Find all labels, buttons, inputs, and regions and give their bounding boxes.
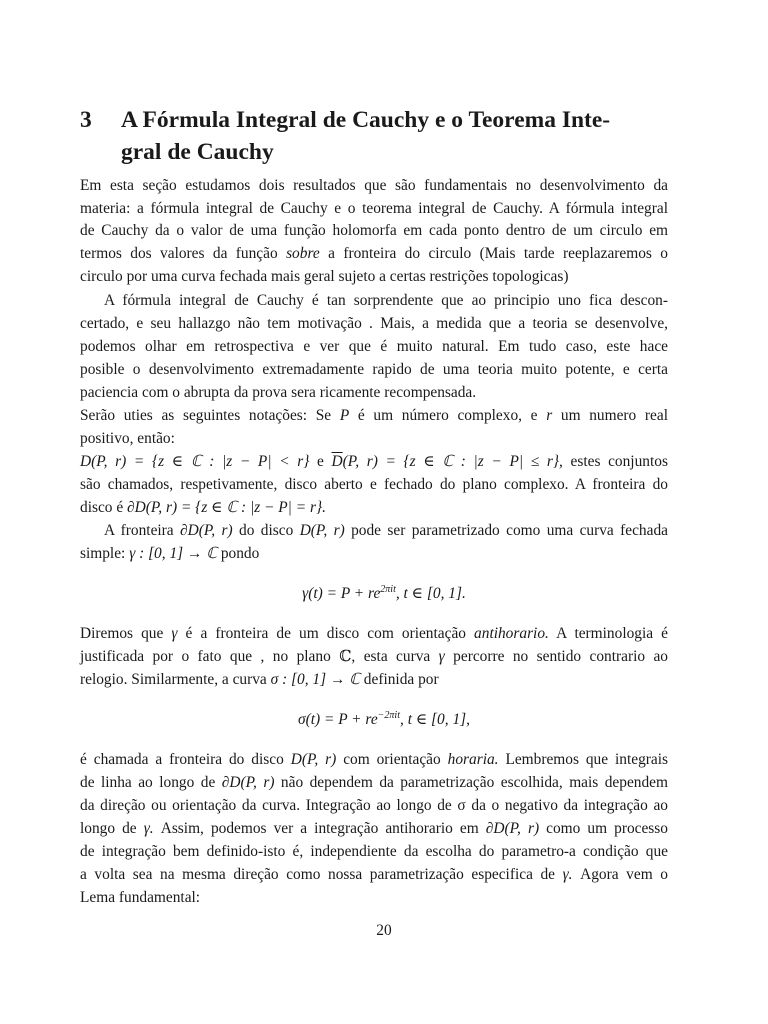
paragraph-line: da direção ou orientação da curva. Integração ao longo de σ da o negativo da integração ao	[80, 797, 668, 814]
paragraph-line	[80, 623, 668, 645]
paragraph-line: A fórmula integral de Cauchy é tan sorprendente que ao principio uno fica descon-	[104, 292, 668, 309]
math-symbol: ℂ,	[339, 648, 356, 665]
equation-exponent: 2πit	[380, 583, 396, 595]
text-span: do disco	[239, 522, 294, 539]
math-expression: ∂D(P, r)	[485, 820, 540, 837]
emphasis: horaria.	[447, 751, 499, 768]
paragraph-line	[80, 451, 668, 473]
section-title-line-2: gral de Cauchy	[121, 139, 274, 165]
math-expression: ∂D(P, r)	[180, 522, 233, 539]
page-number: 20	[376, 922, 392, 939]
math-expression: σ : [0, 1] → ℂ	[270, 671, 360, 688]
paragraph-line	[80, 749, 668, 771]
emphasis: sobre	[286, 245, 320, 262]
text-span: longo de	[80, 820, 137, 837]
text-span: relogio. Similarmente, a curva	[80, 671, 267, 688]
math-expression	[332, 453, 563, 470]
text-span: pondo	[220, 545, 260, 562]
text-span: justificada por o fato que , no plano	[80, 648, 331, 665]
paragraph-line	[80, 243, 668, 265]
equation-exponent: −2πit	[377, 709, 400, 721]
paragraph-line	[80, 497, 668, 519]
paragraph-line: certado, e seu hallazgo não tem motivação . Mais, a medida que a teoria se desenvolve,	[80, 315, 668, 332]
math-expression: γ : [0, 1] → ℂ	[129, 545, 217, 562]
paragraph-line: circulo por uma curva fechada mais geral sujeto a certas restrições topologicas)	[80, 268, 569, 285]
text-span: percorre no sentido contrario ao	[453, 648, 668, 665]
text-span: de linha ao longo de	[80, 774, 216, 791]
equation-lhs: γ(t) = P + re	[302, 585, 381, 602]
text-span: é a fronteira de um disco com orientação	[185, 625, 466, 642]
paragraph-line	[104, 520, 668, 542]
text-span: um numero real	[560, 407, 668, 424]
paragraph-line	[80, 405, 668, 427]
text-span: simple:	[80, 545, 126, 562]
paragraph-line: materia: a fórmula integral de Cauchy e o teorema integral de Cauchy. A fórmula integral	[80, 200, 668, 217]
math-symbol: γ	[171, 625, 178, 642]
paragraph-line: Em esta seção estudamos dois resultados que são fundamentais no desenvolvimento da	[80, 177, 668, 194]
paragraph-line	[80, 543, 668, 565]
math-symbol: γ	[438, 648, 445, 665]
text-span: é um número complexo, e	[357, 407, 538, 424]
math-symbol: r	[546, 407, 553, 424]
display-equation-2	[0, 709, 768, 731]
equation-rhs: , t ∈ [0, 1].	[395, 585, 466, 602]
text-span: termos dos valores da função	[80, 245, 278, 262]
math-expression: ∂D(P, r)	[221, 774, 275, 791]
equation-rhs: , t ∈ [0, 1],	[400, 711, 470, 728]
text-span: Assim, podemos ver a integração antihorario em	[160, 820, 479, 837]
text-span: esta curva	[363, 648, 431, 665]
text-span: Diremos que	[80, 625, 164, 642]
section-number: 3	[80, 107, 92, 133]
text-span: e	[317, 453, 324, 470]
paragraph-line: são chamados, respetivamente, disco aberto e fechado do plano complexo. A fronteira do	[80, 476, 668, 493]
math-expression: (P, r) = {z ∈ ℂ : |z − P| ≤ r},	[342, 453, 563, 470]
math-expression: D(P, r)	[299, 522, 345, 539]
equation-lhs: σ(t) = P + re	[298, 711, 378, 728]
text-span: A fronteira	[104, 522, 174, 539]
text-span: Serão uties as seguintes notações: Se	[80, 407, 332, 424]
display-equation-1	[0, 583, 768, 605]
paragraph-line: paciencia com o abrupta da prova sera ricamente recompensada.	[80, 384, 477, 401]
paragraph-line: podemos olhar em retrospectiva e ver que é muito natural. Em tudo caso, este hace	[80, 338, 668, 355]
text-span: estes conjuntos	[570, 453, 668, 470]
paragraph-line: de integração bem definido-isto é, independiente da escolha do parametro-a condição que	[80, 843, 668, 860]
math-expression: D(P, r)	[290, 751, 337, 768]
paragraph-line	[80, 646, 668, 668]
paragraph-line: Lema fundamental:	[80, 889, 201, 906]
paragraph-line	[80, 864, 668, 886]
text-span: pode ser parametrizado como uma curva fechada	[351, 522, 668, 539]
section-title	[121, 104, 681, 168]
text-span: com orientação	[343, 751, 441, 768]
closure-symbol: $\overline{D}$	[331, 453, 343, 470]
text-span: definida por	[363, 671, 439, 688]
emphasis: antihorario.	[474, 625, 549, 642]
math-symbol: γ.	[562, 866, 573, 883]
paragraph-line: positivo, então:	[80, 430, 175, 447]
math-symbol: P	[339, 407, 350, 424]
text-span: a volta sea na mesma direção como nossa parametrização especifica de	[80, 866, 556, 883]
text-span: é chamada a fronteira do disco	[80, 751, 284, 768]
text-span: Lembremos que integrais	[505, 751, 668, 768]
paragraph-line	[80, 818, 668, 840]
text-span: como um processo	[546, 820, 668, 837]
math-expression: D(P, r) = {z ∈ ℂ : |z − P| < r}	[80, 453, 310, 470]
paragraph-line	[80, 669, 668, 691]
paragraph-line: de Cauchy da o valor de uma função holomorfa em cada ponto dentro de um circulo em	[80, 222, 668, 239]
paragraph-line: posible o desenvolvimento extremadamente rapido de uma teoria muito potente, e certa	[80, 361, 668, 378]
text-span: a fronteira do circulo (Mais tarde reeplazaremos o	[328, 245, 668, 262]
text-span: A terminologia é	[556, 625, 668, 642]
section-title-line-1: A Fórmula Integral de Cauchy e o Teorema Inte-	[121, 107, 611, 133]
math-expression: ∂D(P, r) = {z ∈ ℂ : |z − P| = r}.	[127, 499, 326, 516]
paragraph-line	[80, 772, 668, 794]
text-span: disco é	[80, 499, 124, 516]
text-span: não dependem da parametrização escolhida, mais dependem	[280, 774, 668, 791]
text-span: Agora vem o	[580, 866, 668, 883]
math-symbol: γ.	[143, 820, 154, 837]
